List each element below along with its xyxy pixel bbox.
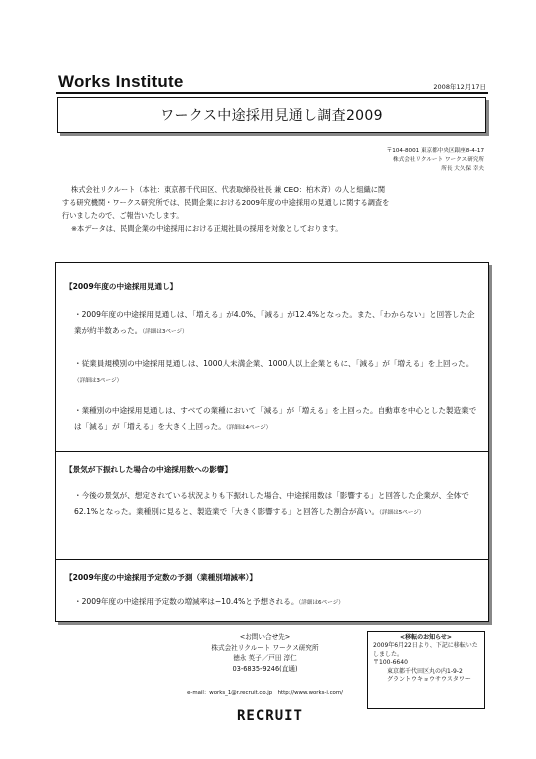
- page-reference: （詳細は6ページ）: [298, 600, 344, 606]
- contact-block: [190, 632, 340, 674]
- page-reference: （詳細は3ページ）: [142, 329, 188, 335]
- intro-text: 行いましたので、ご報告いたします。: [62, 211, 184, 220]
- intro-note: ※本データは、民間企業の中途採用における正規社員の採用を対象としております。: [71, 224, 343, 233]
- notice-message: 2009年6月22日より、下記に移転いたしました。: [373, 642, 478, 658]
- publication-date: 2008年12月17日: [433, 83, 486, 91]
- page-reference: （詳細は4ページ）: [225, 425, 272, 431]
- title-box: [57, 97, 486, 133]
- notice-postal: 〒100-6640: [373, 659, 408, 667]
- finding-bullet: ・2009年度の中途採用見通しは、「増える」が4.0%、「減る」が12.4%となった。また、「わからない」と回答した企業が約半数あった。（詳細は3ページ）: [74, 310, 475, 335]
- contact-organization: 株式会社リクルート ワークス研究所: [211, 643, 319, 652]
- finding-bullet: ・従業員規模別の中途採用見通しは、1000人未満企業、1000人以上企業ともに、「減る」が「増える」を上回った。（詳細は3ページ）: [74, 359, 474, 384]
- recruit-logo: RECRUIT: [236, 708, 303, 724]
- contact-title: <お問い合せ先>: [239, 633, 291, 641]
- section-divider: [56, 559, 488, 560]
- section-heading: 【2009年度の中途採用予定数の予測（業種別増減率）】: [65, 573, 257, 582]
- director-line: 所長 大久保 幸夫: [441, 166, 484, 172]
- page-reference: （詳細は3ページ）: [74, 378, 123, 384]
- relocation-notice: [367, 631, 485, 709]
- intro-text: 株式会社リクルート（本社：東京都千代田区、代表取締役社長 兼 CEO：柏木斉）の人と組織に関: [71, 185, 386, 194]
- notice-address: 東京都千代田区丸の内1-9-2 グラントウキョウサウスタワー: [387, 667, 471, 684]
- section-heading: 【2009年度の中途採用見通し】: [65, 282, 178, 291]
- notice-title: <移転のお知らせ>: [400, 634, 452, 641]
- contact-names: 徳永 英子／戸田 淳仁: [233, 654, 297, 662]
- document-title: ワークス中途採用見通し調査2009: [160, 108, 383, 124]
- finding-bullet: ・今後の景気が、想定されている状況よりも下振れした場合、中途採用数は「影響する」と回答した企業が、全体で62.1%となった。業種別に見ると、製造業で「大きく影響する」と回答した割合が高い。（詳細は5ページ）: [74, 491, 469, 516]
- address-line: 〒104-8001 東京都中央区銀座8-4-17: [386, 148, 484, 154]
- findings-panel: [55, 262, 489, 622]
- section-divider: [56, 451, 488, 452]
- intro-text: する研究機関・ワークス研究所では、民間企業における2009年度の中途採用の見通しに関する調査を: [62, 198, 390, 207]
- organization-line: 株式会社リクルート ワークス研究所: [393, 157, 484, 163]
- contact-email: e-mail：works_1@r.recruit.co.jp http://www.works-i.com/: [187, 690, 343, 696]
- finding-bullet: ・業種別の中途採用見通しは、すべての業種において「減る」が「増える」を上回った。自動車を中心とした製造業では「減る」が「増える」を大きく上回った。（詳細は4ページ）: [74, 406, 477, 431]
- contact-phone: 03-6835-9246(直通): [232, 664, 298, 673]
- section-heading: 【景気が下振れした場合の中途採用数への影響】: [65, 465, 233, 474]
- finding-bullet: ・2009年度の中途採用予定数の増減率は−10.4%と予想される。（詳細は6ページ）: [74, 597, 344, 606]
- page-reference: （詳細は5ページ）: [379, 510, 425, 516]
- header-rule: [56, 92, 488, 94]
- works-institute-logo: Works Institute: [58, 72, 184, 91]
